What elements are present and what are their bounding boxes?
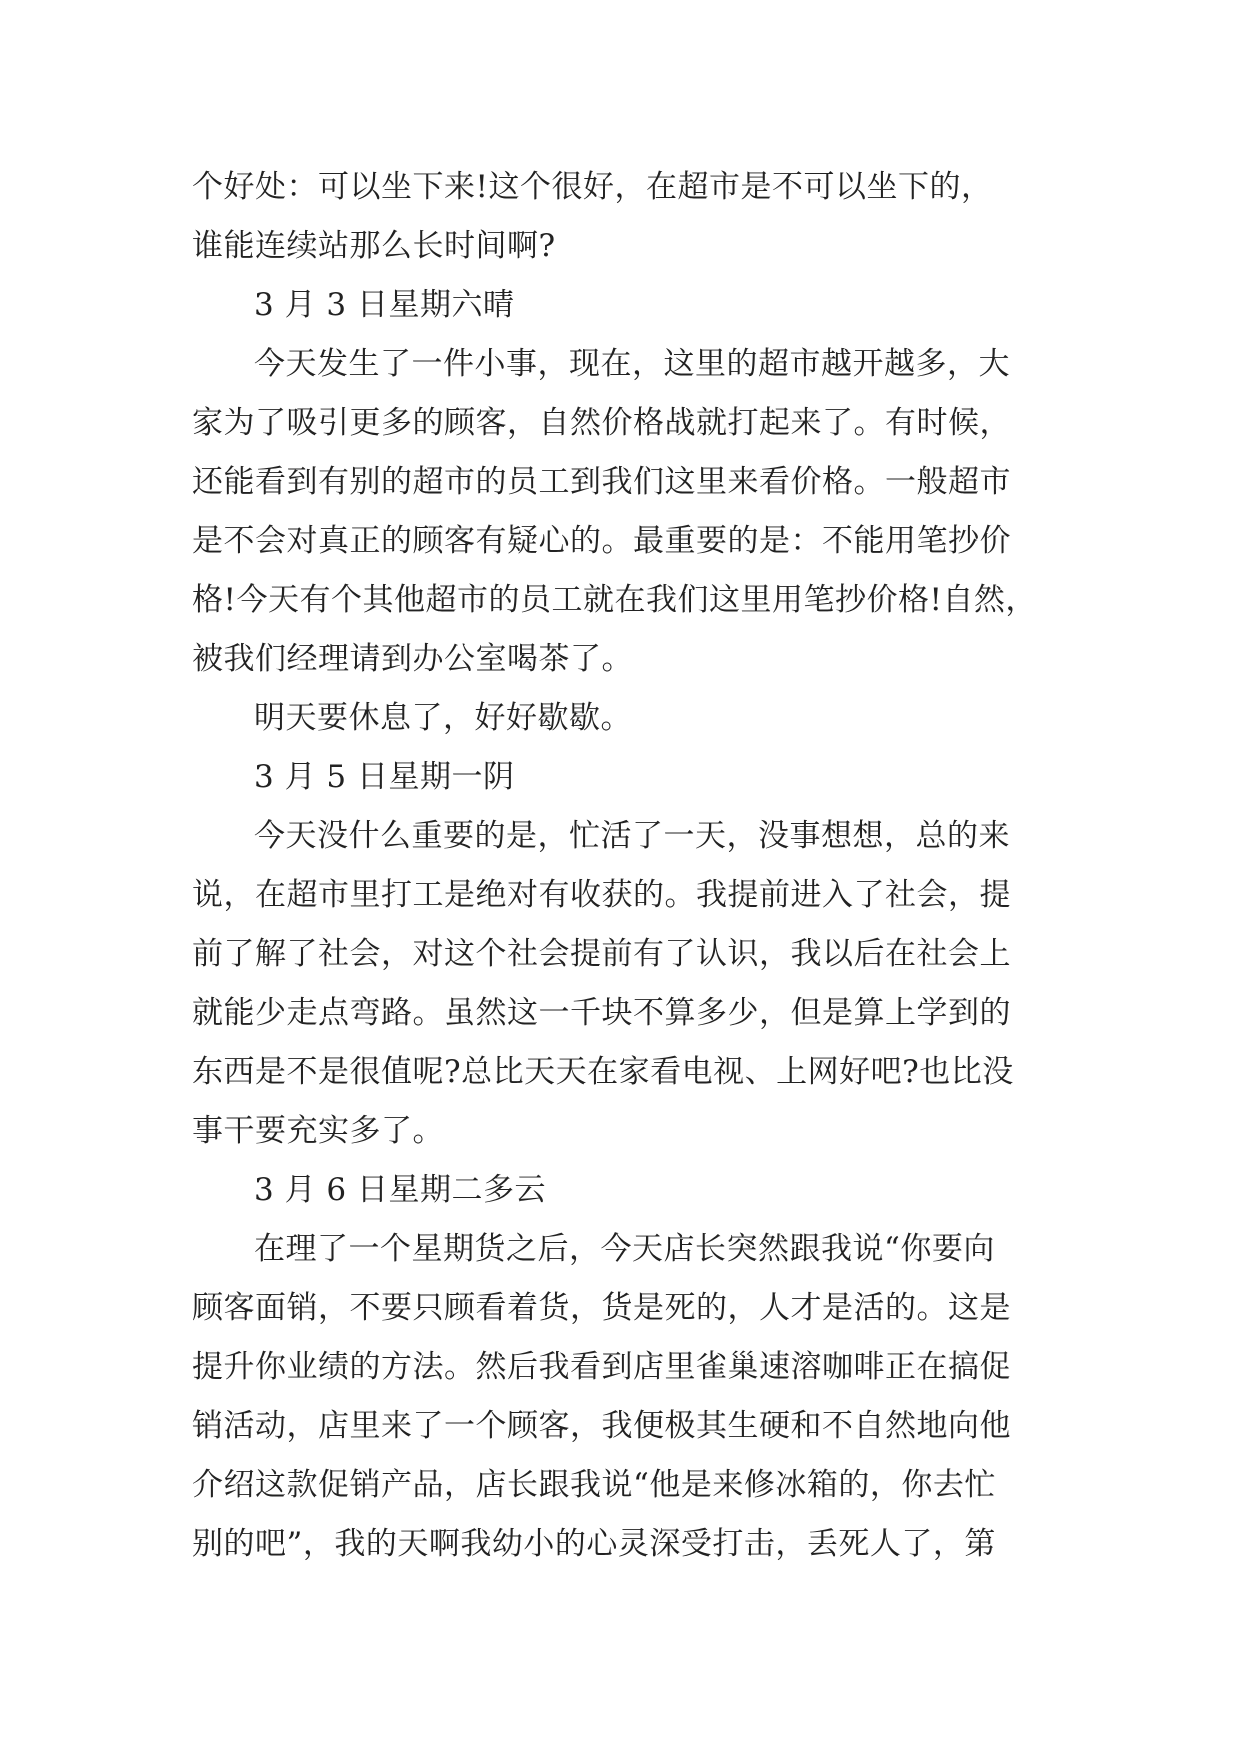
paragraph-line: 格!今天有个其他超市的员工就在我们这里用笔抄价格!自然， xyxy=(192,582,1037,618)
paragraph-line: 谁能连续站那么长时间啊? xyxy=(192,228,556,264)
paragraph-line: 别的吧”，我的天啊我幼小的心灵深受打击，丢死人了，第 xyxy=(192,1526,996,1562)
paragraph-line: 事干要充实多了。 xyxy=(192,1113,444,1149)
paragraph-line: 是不会对真正的顾客有疑心的。最重要的是：不能用笔抄价 xyxy=(192,523,1011,559)
date-heading: 3 月 3 日星期六晴 xyxy=(254,287,515,323)
paragraph-line: 今天发生了一件小事，现在，这里的超市越开越多，大 xyxy=(254,346,1010,382)
document-body xyxy=(192,158,1052,1574)
paragraph-line: 今天没什么重要的是，忙活了一天，没事想想，总的来 xyxy=(254,818,1010,854)
paragraph-line: 明天要休息了，好好歇歇。 xyxy=(254,700,632,736)
paragraph-line: 就能少走点弯路。虽然这一千块不算多少，但是算上学到的 xyxy=(192,995,1011,1031)
paragraph-line: 介绍这款促销产品，店长跟我说“他是来修冰箱的，你去忙 xyxy=(192,1467,996,1503)
paragraph-line: 东西是不是很值呢?总比天天在家看电视、上网好吧?也比没 xyxy=(192,1054,1014,1090)
paragraph-line: 说，在超市里打工是绝对有收获的。我提前进入了社会，提 xyxy=(192,877,1011,913)
paragraph-line: 顾客面销，不要只顾看着货，货是死的，人才是活的。这是 xyxy=(192,1290,1011,1326)
paragraph-line: 销活动，店里来了一个顾客，我便极其生硬和不自然地向他 xyxy=(192,1408,1011,1444)
paragraph-line: 还能看到有别的超市的员工到我们这里来看价格。一般超市 xyxy=(192,464,1011,500)
paragraph-line: 提升你业绩的方法。然后我看到店里雀巢速溶咖啡正在搞促 xyxy=(192,1349,1011,1385)
paragraph-line: 被我们经理请到办公室喝茶了。 xyxy=(192,641,633,677)
date-heading: 3 月 6 日星期二多云 xyxy=(254,1172,547,1208)
paragraph-line: 在理了一个星期货之后，今天店长突然跟我说“你要向 xyxy=(254,1231,995,1267)
paragraph-line: 家为了吸引更多的顾客，自然价格战就打起来了。有时候， xyxy=(192,405,1011,441)
paragraph-line: 前了解了社会，对这个社会提前有了认识，我以后在社会上 xyxy=(192,936,1011,972)
paragraph-line: 个好处：可以坐下来!这个很好，在超市是不可以坐下的， xyxy=(192,169,993,205)
date-heading: 3 月 5 日星期一阴 xyxy=(254,759,515,795)
